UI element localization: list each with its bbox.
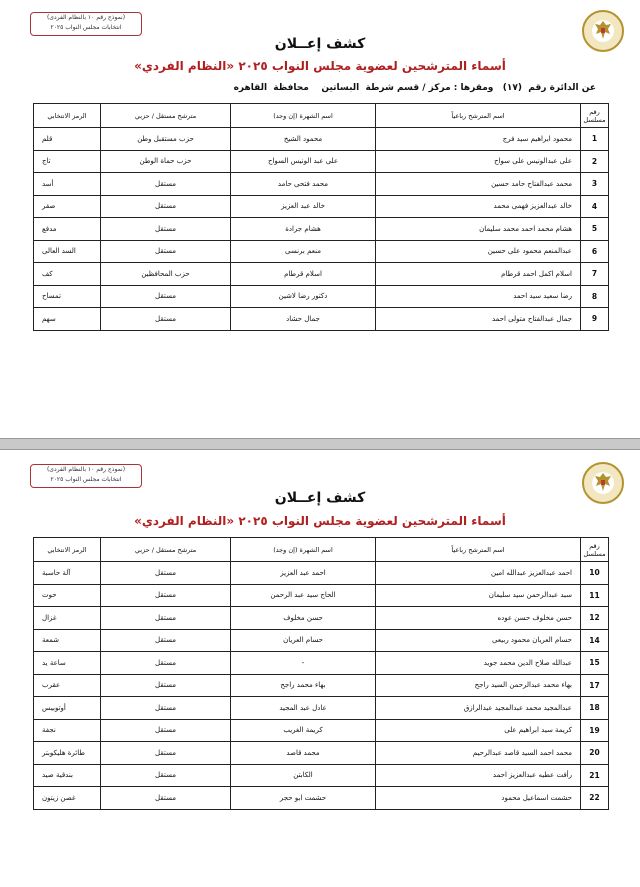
row-candidate-name: رضا سعيد سيد احمد <box>376 285 581 308</box>
row-candidate-type: مستقل <box>101 195 231 218</box>
row-symbol: عقرب <box>34 674 101 697</box>
table-row <box>34 263 609 286</box>
row-nickname: محمود الشيخ <box>231 128 376 151</box>
row-num: 19 <box>581 719 609 742</box>
row-candidate-name: خالد عبدالعزيز فهمى محمد <box>376 195 581 218</box>
header-num: رقم مسلسل <box>581 104 609 128</box>
row-candidate-name: محمود ابراهيم سيد فرج <box>376 128 581 151</box>
row-candidate-type: مستقل <box>101 308 231 331</box>
row-candidate-type: حزب المحافظين <box>101 263 231 286</box>
row-candidate-name: بهاء محمد عبدالرحمن السيد راجح <box>376 674 581 697</box>
header-nickname: اسم الشهرة (إن وجد) <box>231 104 376 128</box>
row-candidate-type: مستقل <box>101 584 231 607</box>
row-candidate-type: مستقل <box>101 240 231 263</box>
row-num: 11 <box>581 584 609 607</box>
row-num: 6 <box>581 240 609 263</box>
row-nickname: محمد قاصد <box>231 742 376 765</box>
row-candidate-name: هشام محمد احمد محمد سليمان <box>376 218 581 241</box>
row-nickname: اسلام قرطام <box>231 263 376 286</box>
row-nickname: منعم برنسى <box>231 240 376 263</box>
header-symbol: الرمز الانتخابي <box>34 104 101 128</box>
table-row <box>34 629 609 652</box>
table-row <box>34 240 609 263</box>
row-candidate-type: مستقل <box>101 218 231 241</box>
row-candidate-name: عبدالله صلاح الدين محمد جويد <box>376 652 581 675</box>
row-nickname: هشام جرادة <box>231 218 376 241</box>
row-candidate-name: على عبدالونيس على سواح <box>376 150 581 173</box>
table-row <box>34 652 609 675</box>
form-model-note <box>30 464 142 488</box>
row-num: 4 <box>581 195 609 218</box>
table-row <box>34 742 609 765</box>
header-type: مترشح مستقل / حزبي <box>101 538 231 562</box>
row-candidate-type: مستقل <box>101 674 231 697</box>
row-candidate-name: كريمة سيد ابراهيم على <box>376 719 581 742</box>
row-candidate-type: حزب حماة الوطن <box>101 150 231 173</box>
row-candidate-type: مستقل <box>101 697 231 720</box>
row-nickname: حسن مخلوف <box>231 607 376 630</box>
row-candidate-type: مستقل <box>101 719 231 742</box>
form-note-line1: (نموذج رقم ١٠ بالنظام الفردى) <box>46 14 126 21</box>
row-candidate-name: محمد احمد السيد قاصد عبدالرحيم <box>376 742 581 765</box>
row-nickname: الكابتن <box>231 764 376 787</box>
row-nickname: بهاء محمد راجح <box>231 674 376 697</box>
row-num: 20 <box>581 742 609 765</box>
candidates-table <box>33 103 609 331</box>
row-candidate-type: مستقل <box>101 562 231 585</box>
row-candidate-type: مستقل <box>101 787 231 810</box>
form-note-line2: انتخابات مجلس النواب ٢٠٢٥ <box>50 476 122 483</box>
row-candidate-type: مستقل <box>101 285 231 308</box>
table-row <box>34 697 609 720</box>
table-row <box>34 674 609 697</box>
form-note-line2: انتخابات مجلس النواب ٢٠٢٥ <box>50 24 122 31</box>
row-symbol: تمساح <box>34 285 101 308</box>
row-num: 8 <box>581 285 609 308</box>
row-nickname: كريمة الغريب <box>231 719 376 742</box>
form-note-line1: (نموذج رقم ١٠ بالنظام الفردى) <box>46 466 126 473</box>
row-candidate-name: احمد عبدالعزيز عبدالله امين <box>376 562 581 585</box>
row-candidate-type: مستقل <box>101 652 231 675</box>
row-candidate-name: محمد عبدالفتاح حامد حسين <box>376 173 581 196</box>
form-model-note <box>30 12 142 36</box>
row-symbol: شمعة <box>34 629 101 652</box>
row-candidate-name: عبدالمنعم محمود على حسين <box>376 240 581 263</box>
row-symbol: السد العالى <box>34 240 101 263</box>
row-num: 9 <box>581 308 609 331</box>
row-num: 18 <box>581 697 609 720</box>
header-nickname: اسم الشهرة (إن وجد) <box>231 538 376 562</box>
row-num: 21 <box>581 764 609 787</box>
table-row <box>34 150 609 173</box>
page-subtitle: أسماء المترشحين لعضوية مجلس النواب ٢٠٢٥ «النظام الفردي» <box>134 59 506 73</box>
header-name: اسم المترشح رباعياً <box>376 104 581 128</box>
row-candidate-name: حشمت اسماعيل محمود <box>376 787 581 810</box>
table-row <box>34 128 609 151</box>
row-candidate-name: حسن مخلوف حسن عوده <box>376 607 581 630</box>
table-row <box>34 562 609 585</box>
row-nickname: حسام العريان <box>231 629 376 652</box>
table-row <box>34 308 609 331</box>
table-row <box>34 607 609 630</box>
row-nickname: الحاج سيد عبد الرحمن <box>231 584 376 607</box>
page-subtitle: أسماء المترشحين لعضوية مجلس النواب ٢٠٢٥ «النظام الفردي» <box>134 514 506 528</box>
sheet-page-2 <box>0 450 640 887</box>
row-symbol: كف <box>34 263 101 286</box>
row-candidate-name: حسام العريان محمود ربيعى <box>376 629 581 652</box>
row-symbol: حوت <box>34 584 101 607</box>
row-num: 1 <box>581 128 609 151</box>
header-num: رقم مسلسل <box>581 538 609 562</box>
row-symbol: قلم <box>34 128 101 151</box>
row-candidate-type: مستقل <box>101 607 231 630</box>
row-nickname: محمد فتحى حامد <box>231 173 376 196</box>
row-symbol: أسد <box>34 173 101 196</box>
candidates-table <box>33 537 609 810</box>
table-row <box>34 764 609 787</box>
row-symbol: سهم <box>34 308 101 331</box>
row-candidate-name: اسلام اكمل احمد قرطام <box>376 263 581 286</box>
table-row <box>34 218 609 241</box>
row-symbol: بندقية صيد <box>34 764 101 787</box>
row-num: 22 <box>581 787 609 810</box>
row-symbol: ساعة يد <box>34 652 101 675</box>
row-symbol: أوتوبيس <box>34 697 101 720</box>
row-num: 15 <box>581 652 609 675</box>
row-candidate-name: عبدالمجيد محمد عبدالمجيد عبدالرازق <box>376 697 581 720</box>
row-symbol: غصن زيتون <box>34 787 101 810</box>
page-separator <box>0 438 640 450</box>
row-num: 3 <box>581 173 609 196</box>
row-nickname: عادل عبد المجيد <box>231 697 376 720</box>
row-nickname: احمد عبد العزيز <box>231 562 376 585</box>
table-row <box>34 173 609 196</box>
row-nickname: خالد عبد العزيز <box>231 195 376 218</box>
row-symbol: آلة حاسبة <box>34 562 101 585</box>
row-num: 10 <box>581 562 609 585</box>
row-num: 5 <box>581 218 609 241</box>
row-candidate-type: مستقل <box>101 629 231 652</box>
table-row <box>34 719 609 742</box>
table-row <box>34 584 609 607</box>
row-num: 17 <box>581 674 609 697</box>
page-title: كشف إعــلان <box>274 36 366 52</box>
sheet-page-1 <box>0 0 640 438</box>
row-num: 14 <box>581 629 609 652</box>
row-nickname: - <box>231 652 376 675</box>
table-row <box>34 285 609 308</box>
row-candidate-name: رأفت عطيه عبدالعزيز احمد <box>376 764 581 787</box>
row-candidate-type: مستقل <box>101 173 231 196</box>
table-header-row <box>34 104 609 128</box>
row-num: 7 <box>581 263 609 286</box>
row-symbol: غزال <box>34 607 101 630</box>
table-header-row <box>34 538 609 562</box>
table-row <box>34 787 609 810</box>
header-name: اسم المترشح رباعياً <box>376 538 581 562</box>
row-symbol: طائرة هليكوبتر <box>34 742 101 765</box>
table-row <box>34 195 609 218</box>
row-nickname: حشمت ابو حجر <box>231 787 376 810</box>
row-candidate-type: مستقل <box>101 742 231 765</box>
row-candidate-type: مستقل <box>101 764 231 787</box>
header-type: مترشح مستقل / حزبي <box>101 104 231 128</box>
row-candidate-name: سيد عبدالرحمن سيد سليمان <box>376 584 581 607</box>
district-line: عن الدائرة رقم (١٧) ومقرها : مركز / قسم شرطة البساتين محافظة القاهره <box>233 83 596 93</box>
row-nickname: دكتور رضا لاشين <box>231 285 376 308</box>
row-candidate-name: جمال عبدالفتاح متولى احمد <box>376 308 581 331</box>
row-symbol: مدفع <box>34 218 101 241</box>
row-symbol: نجفة <box>34 719 101 742</box>
row-nickname: جمال حشاد <box>231 308 376 331</box>
header-symbol: الرمز الانتخابي <box>34 538 101 562</box>
row-symbol: صقر <box>34 195 101 218</box>
row-num: 12 <box>581 607 609 630</box>
row-nickname: على عبد الونيس السواح <box>231 150 376 173</box>
page-title: كشف إعــلان <box>274 490 366 506</box>
row-symbol: تاج <box>34 150 101 173</box>
row-candidate-type: حزب مستقبل وطن <box>101 128 231 151</box>
row-num: 2 <box>581 150 609 173</box>
